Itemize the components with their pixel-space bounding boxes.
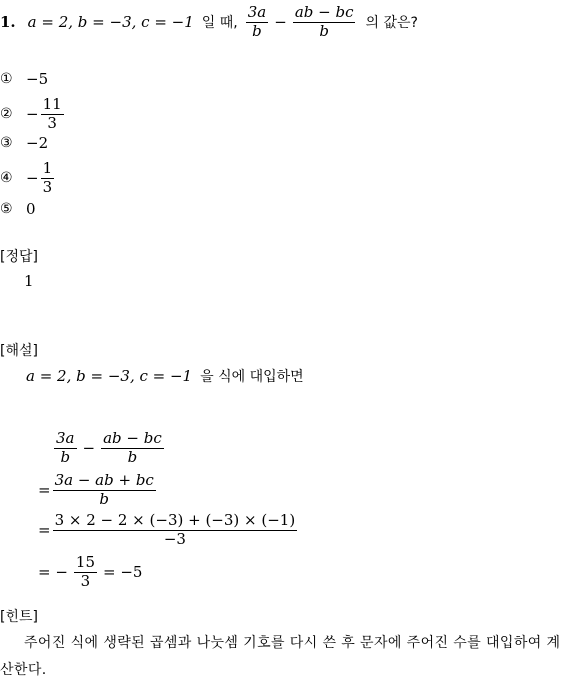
option-4-numerator: 1 — [42, 158, 53, 177]
option-4-sign: − — [26, 169, 39, 187]
question-condition-suffix: 일 때, — [201, 15, 238, 31]
solution-line-4-numerator: 15 — [75, 552, 95, 571]
solution-line-3-fraction — [53, 510, 298, 548]
option-1-text: −5 — [26, 70, 49, 88]
option-1[interactable] — [0, 70, 48, 88]
question-fraction-2-denominator: b — [319, 21, 329, 40]
question-condition: a = 2, b = −3, c = −1 — [27, 13, 194, 31]
option-2-marker: ② — [0, 106, 13, 122]
solution-line-2-denominator: b — [99, 489, 109, 508]
option-3-text: −2 — [26, 134, 49, 152]
solution-line-1-fraction-1-denominator: b — [60, 447, 71, 466]
solution-line-1-fraction-2-numerator: ab − bc — [103, 428, 162, 447]
option-2-fraction — [41, 94, 64, 132]
solution-line-2-equals: = — [38, 481, 51, 499]
solution-line-3-denominator: −3 — [163, 529, 186, 548]
question-fraction-2 — [293, 2, 356, 40]
question — [0, 2, 418, 42]
option-5-text: 0 — [26, 200, 36, 218]
question-fraction-1 — [246, 2, 269, 40]
hint-label: [힌트] — [0, 609, 38, 625]
solution-line-1-fraction-1-numerator: 3a — [56, 428, 75, 447]
solution-line-1-fraction-1 — [54, 428, 77, 466]
option-5[interactable] — [0, 200, 36, 218]
solution-intro-math: a = 2, b = −3, c = −1 — [26, 367, 193, 385]
solution-line-4-fraction — [74, 552, 97, 590]
solution-line-4-result: = −5 — [103, 563, 143, 581]
solution-line-4-denominator: 3 — [80, 571, 91, 590]
option-4[interactable] — [0, 158, 56, 198]
option-4-fraction — [41, 158, 55, 196]
option-3[interactable] — [0, 134, 48, 152]
solution-intro-text: 을 식에 대입하면 — [200, 369, 304, 385]
option-2[interactable] — [0, 94, 66, 134]
solution-line-4 — [38, 552, 142, 592]
solution-line-3-numerator: 3 × 2 − 2 × (−3) + (−3) × (−1) — [54, 510, 296, 529]
question-fraction-1-numerator: 3a — [247, 2, 267, 21]
solution-line-2-numerator: 3a − ab + bc — [54, 470, 154, 489]
solution-line-2 — [38, 470, 158, 510]
question-suffix: 의 값은? — [365, 15, 418, 31]
answer-label: [정답] — [0, 249, 38, 265]
option-2-sign: − — [26, 105, 39, 123]
hint-text: 주어진 식에 생략된 곱셈과 나눗셈 기호를 다시 쓴 후 문자에 주어진 수를 대입하여 계산한다. — [0, 635, 561, 678]
solution-line-2-fraction — [53, 470, 156, 508]
solution-intro — [26, 366, 304, 386]
solution-line-1-fraction-2 — [101, 428, 164, 466]
solution-line-1-operator: − — [82, 439, 96, 457]
question-minus: − — [274, 13, 287, 31]
solution-line-3 — [38, 510, 299, 550]
solution-line-1-fraction-2-denominator: b — [127, 447, 138, 466]
option-4-marker: ④ — [0, 170, 13, 186]
question-number: 1. — [0, 13, 16, 31]
option-2-numerator: 11 — [42, 94, 62, 113]
option-4-denominator: 3 — [42, 177, 53, 196]
option-1-marker: ① — [0, 71, 13, 87]
question-fraction-2-numerator: ab − bc — [294, 2, 354, 21]
solution-line-3-equals: = — [38, 521, 51, 539]
answer-value: 1 — [24, 272, 34, 290]
solution-label: [해설] — [0, 343, 38, 359]
option-3-marker: ③ — [0, 135, 13, 151]
solution-line-4-equals: = − — [38, 563, 68, 581]
solution-line-1 — [52, 428, 166, 468]
option-5-marker: ⑤ — [0, 201, 13, 217]
option-2-denominator: 3 — [47, 113, 57, 132]
question-fraction-1-denominator: b — [252, 21, 262, 40]
